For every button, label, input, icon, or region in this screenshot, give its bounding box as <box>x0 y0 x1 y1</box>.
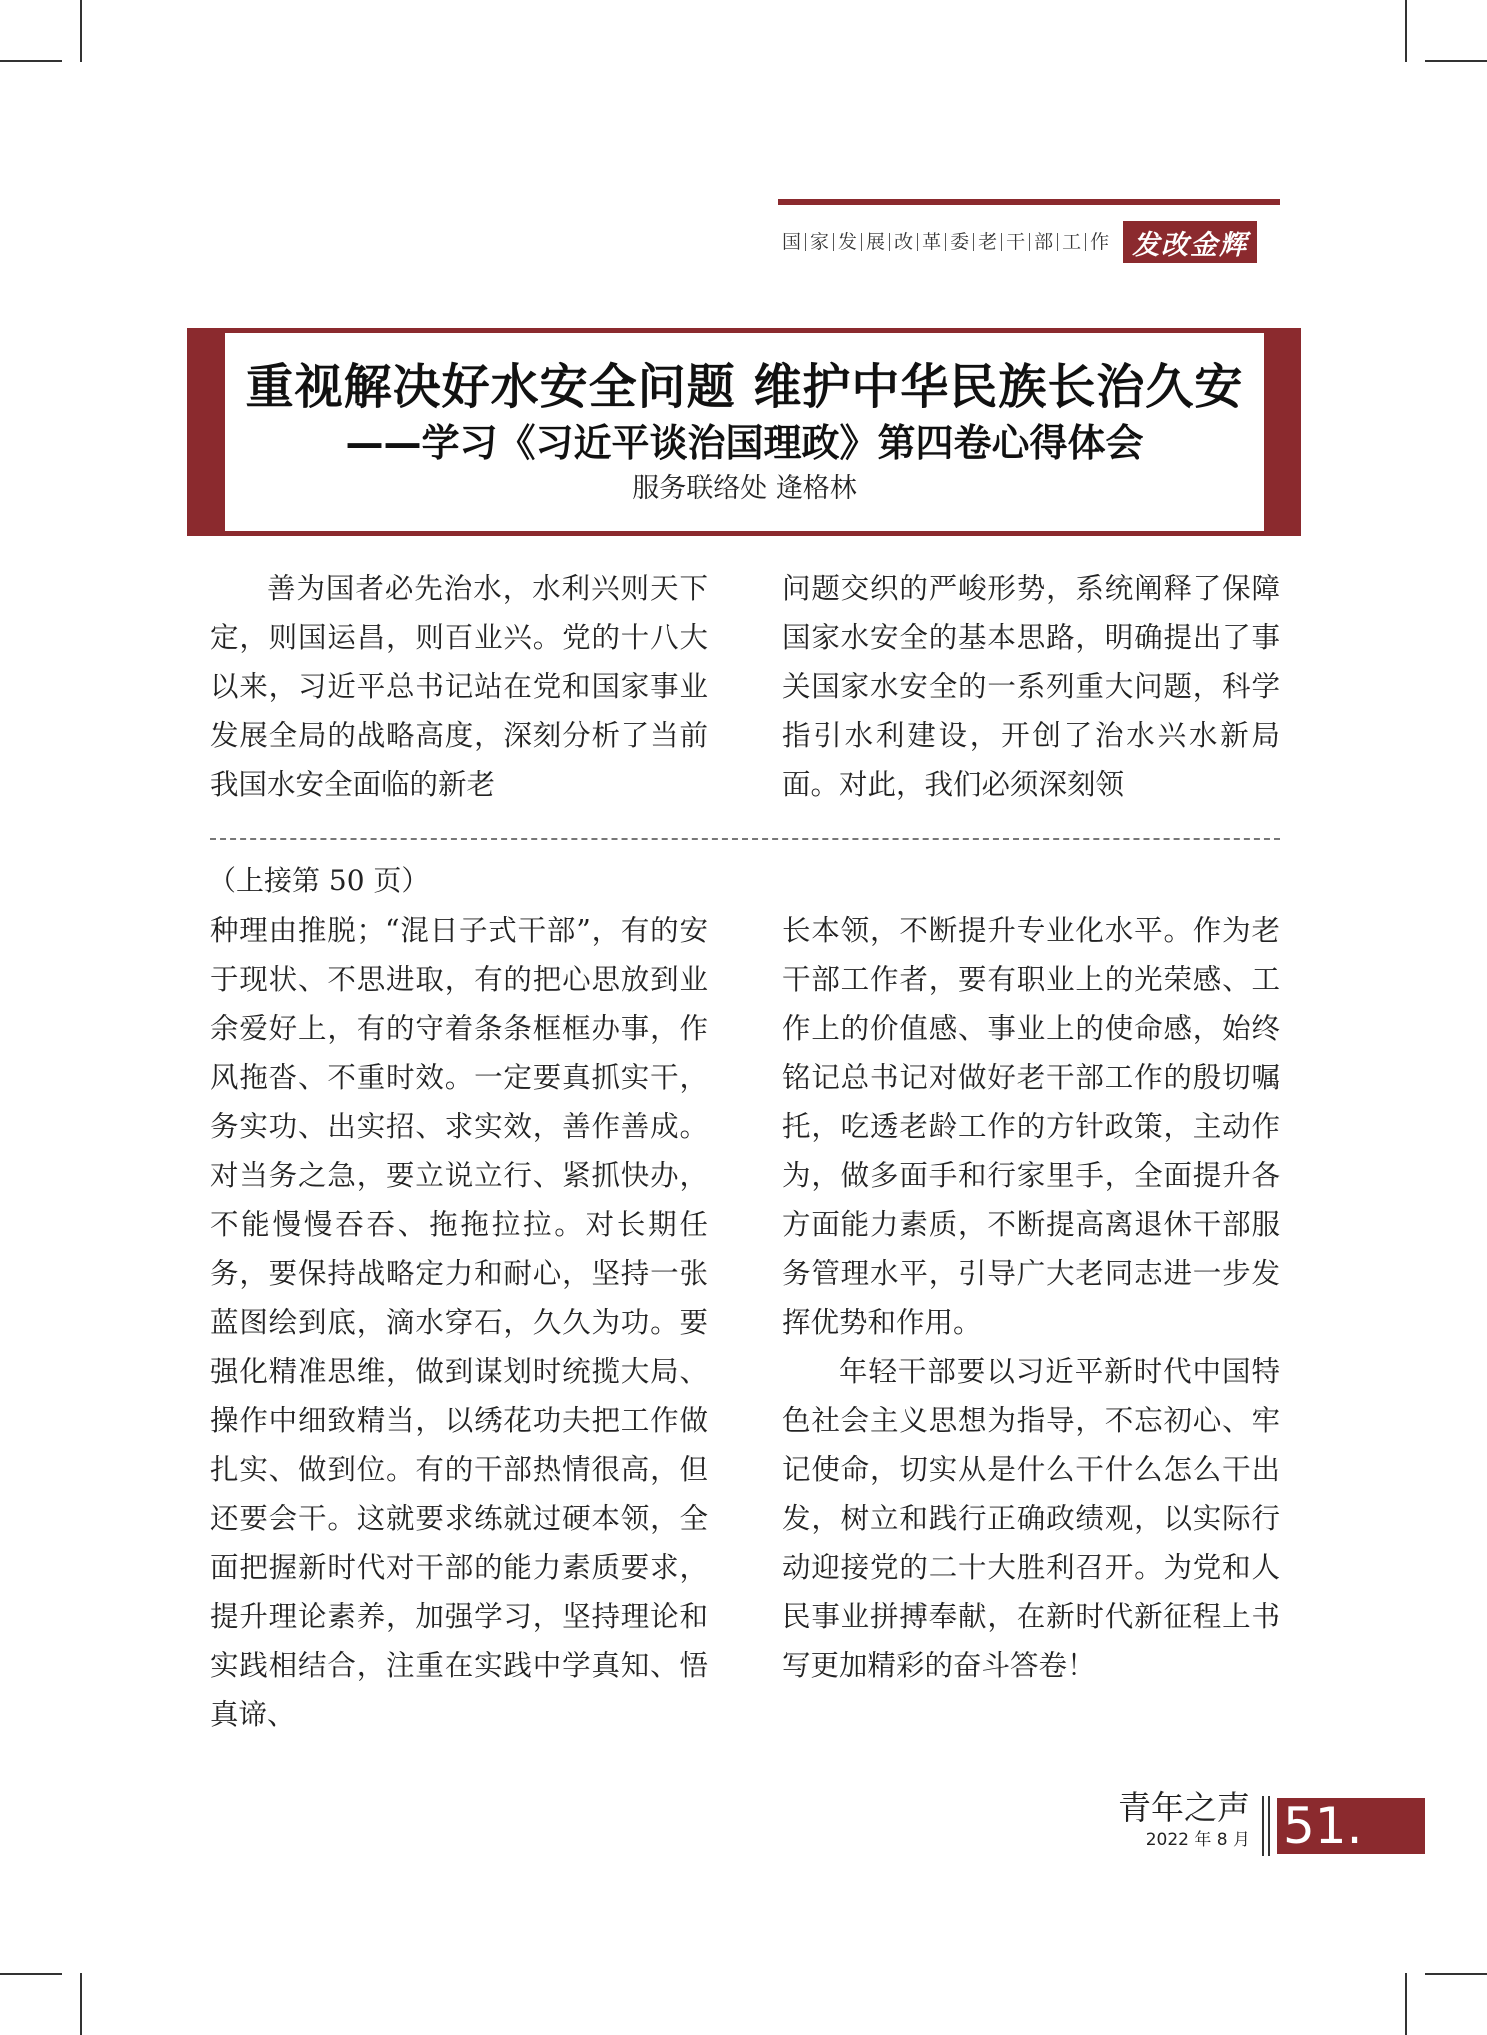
org-char: 展 <box>866 231 886 253</box>
crop-mark <box>1405 1973 1407 2035</box>
title-frame <box>187 328 1301 536</box>
article-subtitle: ——学习《习近平谈治国理政》第四卷心得体会 <box>345 421 1144 465</box>
brand-badge: 发改金辉 <box>1123 221 1257 263</box>
paragraph: 种理由推脱；“混日子式干部”，有的安于现状、不思进取，有的把心思放到业余爱好上，有的守着条条框框办事，作风拖沓、不重时效。一定要真抓实干，务实功、出实招、求实效，善作善成。对当务之急，要立说立行、紧抓快办，不能慢慢吞吞、拖拖拉拉。对长期任务，要保持战略定力和耐心，坚持一张蓝图绘到底，滴水穿石，久久为功。要强化精准思维，做到谋划时统揽大局、操作中细致精当，以绣花功夫把工作做扎实、做到位。有的干部热情很高，但还要会干。这就要求练就过硬本领，全面把握新时代对干部的能力素质要求，提升理论素养，加强学习，坚持理论和实践相结合，注重在实践中学真知、悟真谛、 <box>210 914 708 1731</box>
org-char: 家 <box>810 231 830 253</box>
org-name <box>778 231 1113 253</box>
header-rule <box>778 199 1280 205</box>
crop-mark <box>0 1973 62 1975</box>
lower-right-column <box>782 906 1280 1690</box>
crop-mark <box>80 1973 82 2035</box>
upper-left-column <box>210 564 708 809</box>
crop-mark <box>1405 0 1407 62</box>
paragraph: 问题交织的严峻形势，系统阐释了保障国家水安全的基本思路，明确提出了事关国家水安全的一系列重大问题，科学指引水利建设，开创了治水兴水新局面。对此，我们必须深刻领 <box>782 572 1280 801</box>
org-char: 老 <box>978 231 998 253</box>
page-number: 51. <box>1277 1798 1425 1854</box>
crop-mark <box>80 0 82 62</box>
org-char: 革 <box>922 231 942 253</box>
paragraph: 善为国者必先治水，水利兴则天下定，则国运昌，则百业兴。党的十八大以来，习近平总书记站在党和国家事业发展全局的战略高度，深刻分析了当前我国水安全面临的新老 <box>210 572 708 801</box>
footer-divider <box>1262 1796 1264 1856</box>
crop-mark <box>0 60 62 62</box>
org-char: 委 <box>950 231 970 253</box>
org-char: 干 <box>1006 231 1026 253</box>
org-char: 部 <box>1034 231 1054 253</box>
issue-date: 2022 年 8 月 <box>1145 1830 1250 1850</box>
org-char: 作 <box>1090 231 1110 253</box>
paragraph: 长本领，不断提升专业化水平。作为老干部工作者，要有职业上的光荣感、工作上的价值感、事业上的使命感，始终铭记总书记对做好老干部工作的殷切嘱托，吃透老龄工作的方针政策，主动作为，做多面手和行家里手，全面提升各方面能力素质，不断提高离退休干部服务管理水平，引导广大老同志进一步发挥优势和作用。 <box>782 914 1280 1339</box>
section-divider <box>210 838 1280 840</box>
lower-left-column <box>210 906 708 1739</box>
article-byline: 服务联络处 逄格林 <box>632 473 857 504</box>
org-char: 国 <box>782 231 802 253</box>
magazine-name: 青年之声 <box>1118 1788 1250 1827</box>
upper-right-column <box>782 564 1280 809</box>
org-char: 改 <box>894 231 914 253</box>
crop-mark <box>1425 1973 1487 1975</box>
org-char: 工 <box>1062 231 1082 253</box>
title-box <box>225 333 1264 531</box>
continued-note: （上接第 50 页） <box>208 864 430 897</box>
section-header <box>778 222 1257 262</box>
article-title: 重视解决好水安全问题 维护中华民族长治久安 <box>245 359 1244 415</box>
paragraph: 年轻干部要以习近平新时代中国特色社会主义思想为指导，不忘初心、牢记使命，切实从是什么干什么怎么干出发，树立和践行正确政绩观，以实际行动迎接党的二十大胜利召开。为党和人民事业拼搏奉献，在新时代新征程上书写更加精彩的奋斗答卷！ <box>782 1355 1280 1682</box>
crop-mark <box>1425 60 1487 62</box>
footer-divider <box>1268 1796 1270 1856</box>
org-char: 发 <box>838 231 858 253</box>
